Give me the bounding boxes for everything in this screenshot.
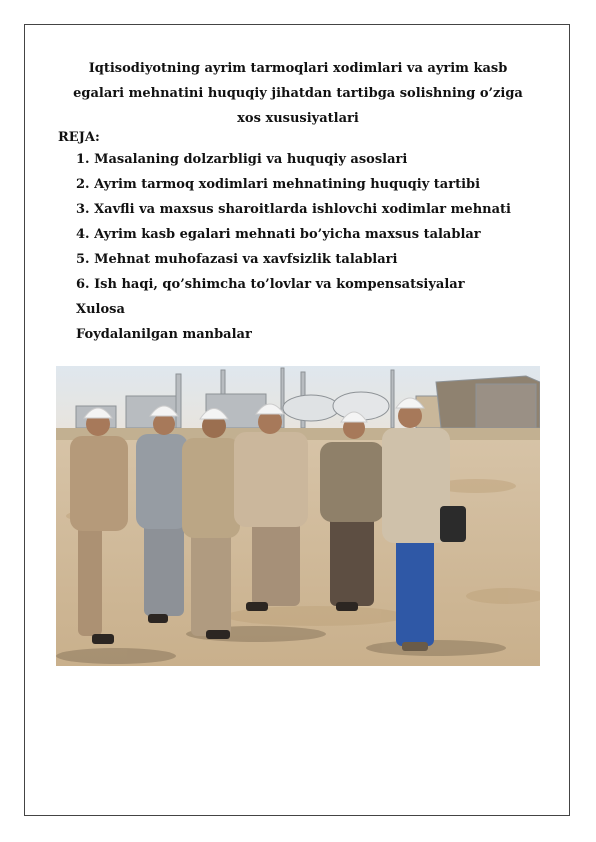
plan-item-sources: Foydalanilgan manbalar	[76, 327, 252, 342]
plan-item-6: 6. Ish haqi, qo’shimcha to’lovlar va kompensatsiyalar	[76, 277, 465, 292]
photo-illustration	[56, 366, 540, 666]
plan-item-4: 4. Ayrim kasb egalari mehnati bo’yicha maxsus talablar	[76, 227, 481, 242]
plan-list	[76, 151, 511, 351]
site-workers-photo	[56, 366, 540, 666]
title-line-1: Iqtisodiyotning ayrim tarmoqlari xodimlari va ayrim kasb	[88, 61, 508, 76]
document-title	[56, 56, 540, 131]
plan-heading: REJA:	[58, 130, 100, 145]
plan-item-1: 1. Masalaning dolzarbligi va huquqiy asoslari	[76, 152, 408, 167]
plan-item-5: 5. Mehnat muhofazasi va xavfsizlik talablari	[76, 252, 398, 267]
plan-item-2: 2. Ayrim tarmoq xodimlari mehnatining huquqiy tartibi	[76, 177, 481, 192]
plan-item-conclusion: Xulosa	[76, 302, 125, 317]
title-line-3: xos xususiyatlari	[237, 111, 359, 126]
plan-item-3: 3. Xavfli va maxsus sharoitlarda ishlovchi xodimlar mehnati	[76, 202, 511, 217]
title-line-2: egalari mehnatini huquqiy jihatdan tartibga solishning o’ziga	[73, 86, 523, 101]
